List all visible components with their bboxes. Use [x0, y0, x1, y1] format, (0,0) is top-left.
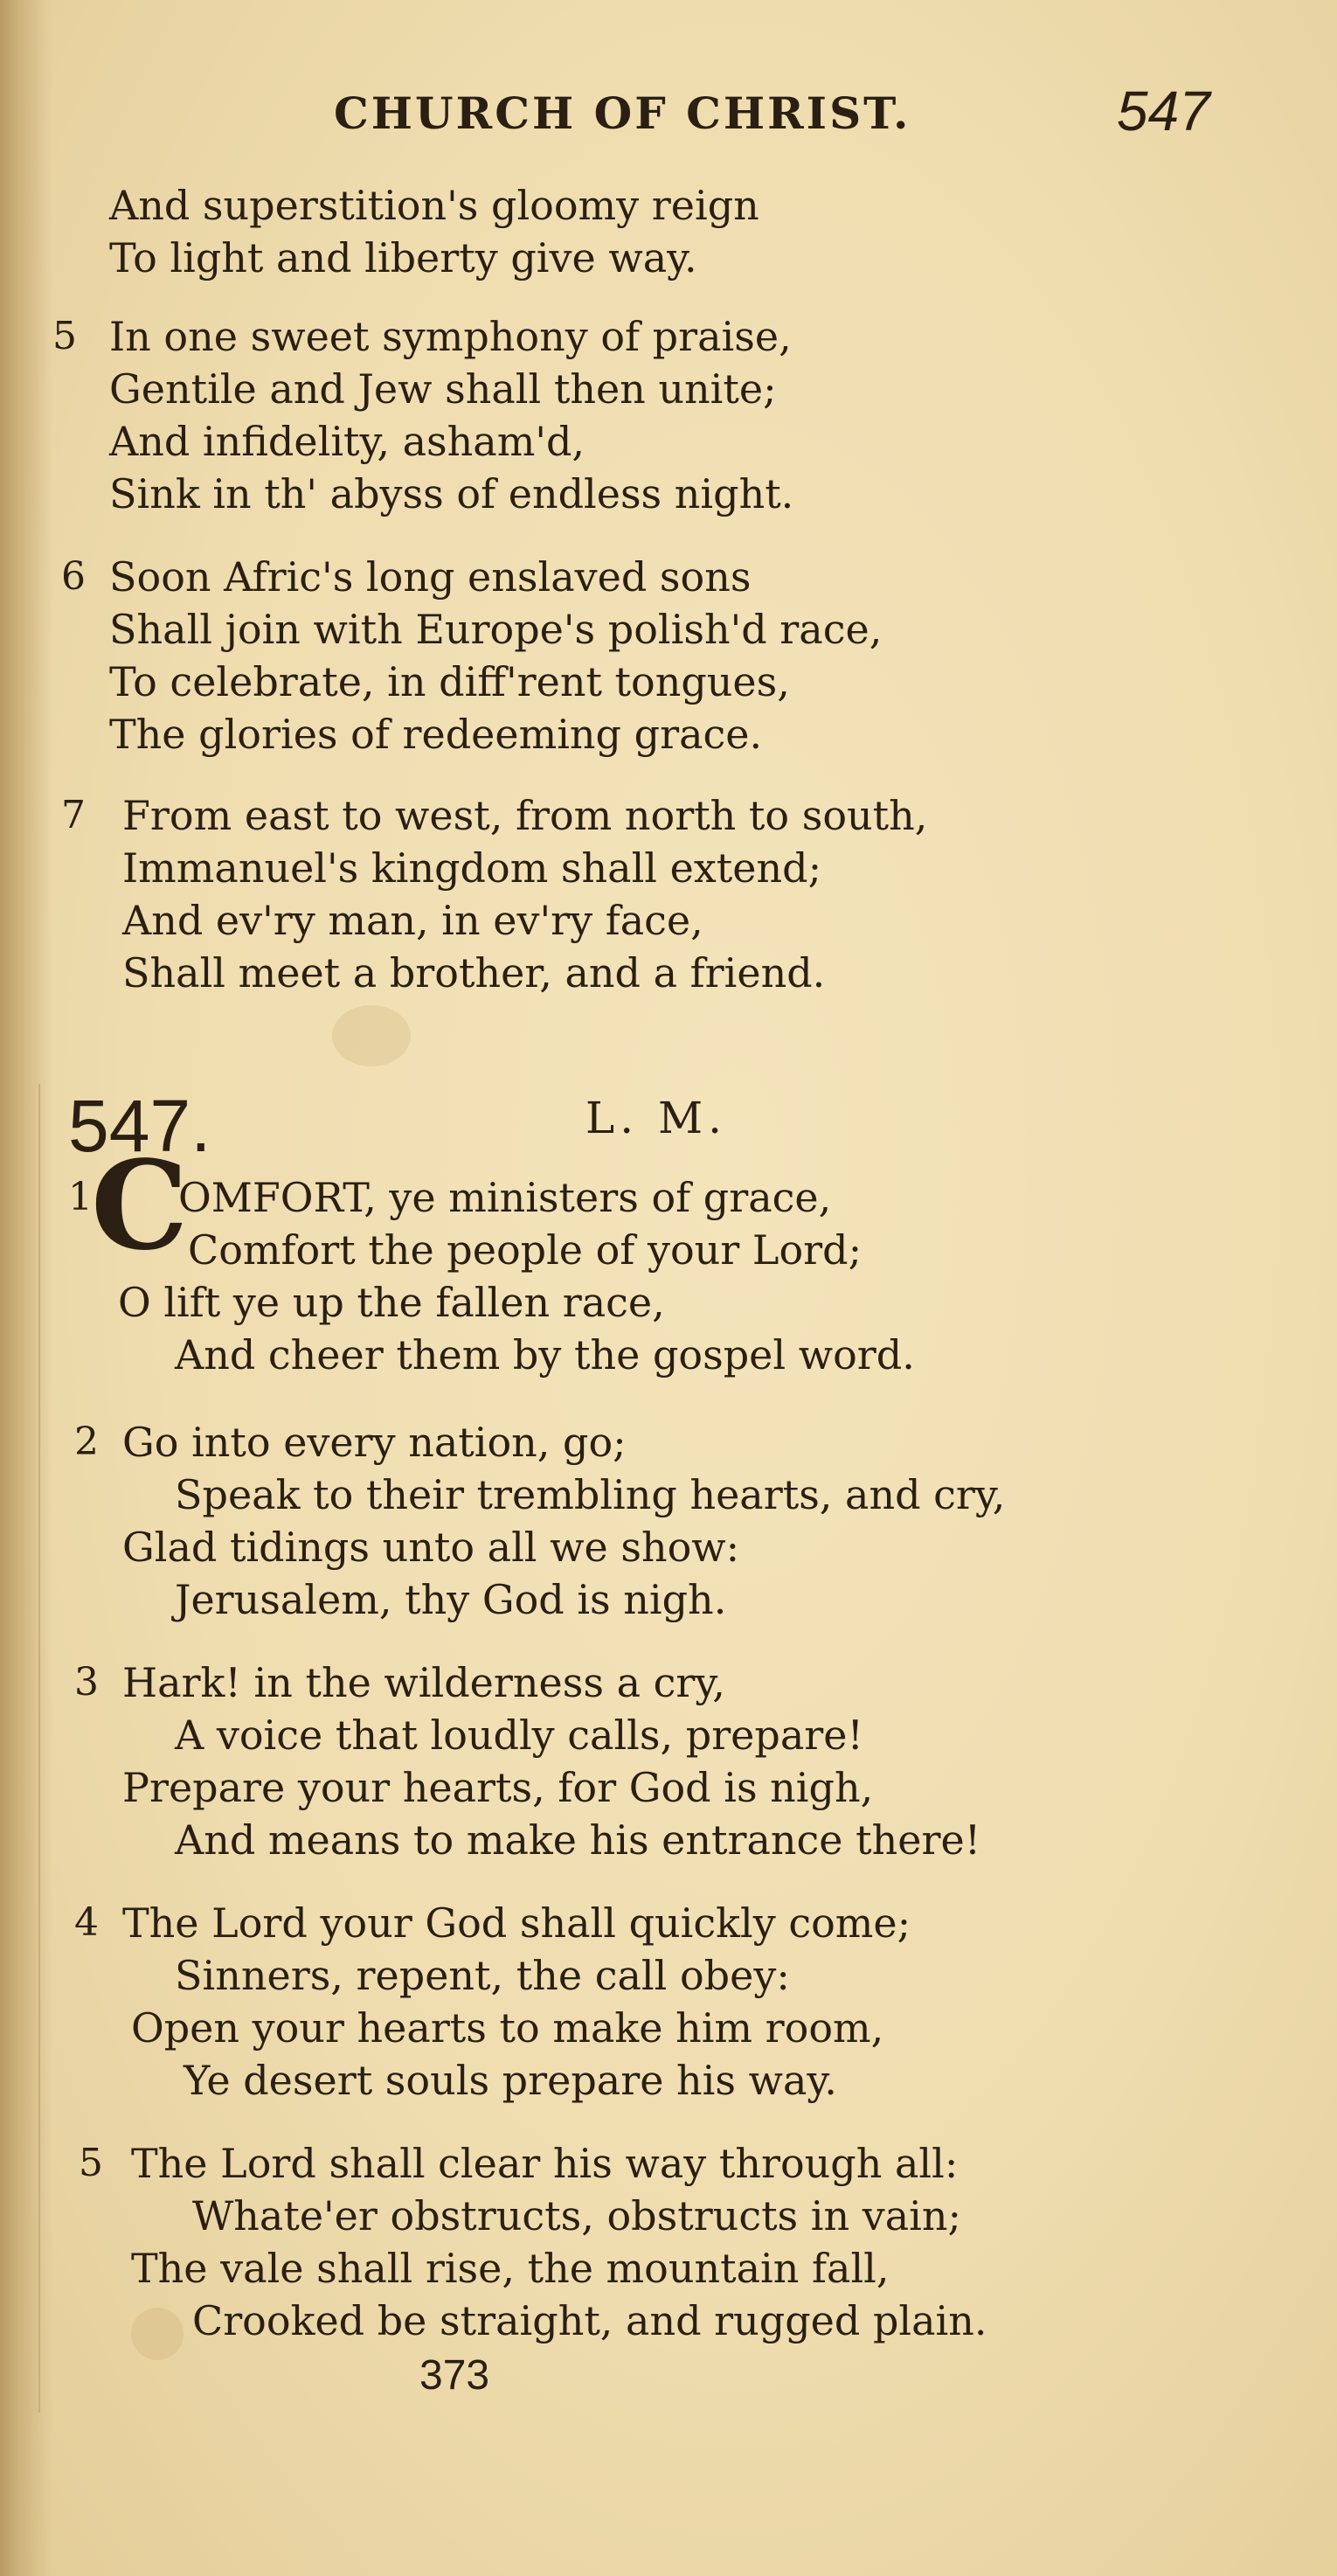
verse-line: OMFORT, ye ministers of grace, [178, 1174, 832, 1221]
verse-number: 7 [61, 793, 86, 837]
hymn-meter: L. M. [585, 1093, 728, 1143]
running-title: CHURCH OF CHRIST. [334, 87, 911, 139]
verse-line: To light and liberty give way. [109, 234, 697, 281]
verse-line: To celebrate, in diff'rent tongues, [109, 658, 790, 705]
verse-line: Jerusalem, thy God is nigh. [175, 1576, 727, 1623]
verse-line: Ye desert souls prepare his way. [184, 2057, 837, 2104]
verse-line: And cheer them by the gospel word. [175, 1331, 915, 1378]
verse-line: Speak to their trembling hearts, and cry, [175, 1471, 1006, 1518]
verse-line: Hark! in the wilderness a cry, [122, 1659, 725, 1706]
page-number: 547 [1117, 80, 1210, 142]
verse-line: The vale shall rise, the mountain fall, [131, 2245, 890, 2292]
verse-line: The glories of redeeming grace. [109, 711, 763, 758]
verse-line: Shall join with Europe's polish'd race, [109, 606, 883, 653]
verse-line: The Lord shall clear his way through all: [131, 2140, 959, 2187]
margin-rule [38, 1084, 40, 2413]
verse-line: Gentile and Jew shall then unite; [109, 365, 777, 413]
verse-line: And infidelity, asham'd, [109, 418, 585, 465]
page-gutter-shadow [0, 0, 52, 2576]
verse-line: Comfort the people of your Lord; [188, 1226, 862, 1274]
verse-number: 1 [68, 1175, 93, 1219]
hymn-number: 547. [68, 1085, 211, 1167]
verse-line: A voice that loudly calls, prepare! [175, 1712, 863, 1759]
drop-cap: C [91, 1135, 189, 1278]
verse-line: And ev'ry man, in ev'ry face, [122, 897, 703, 944]
verse-line: Open your hearts to make him room, [131, 2004, 884, 2052]
paper-stain [332, 1005, 411, 1066]
verse-line: Crooked be straight, and rugged plain. [192, 2297, 987, 2344]
verse-line: Soon Afric's long enslaved sons [109, 553, 752, 601]
verse-line: Immanuel's kingdom shall extend; [122, 844, 822, 892]
verse-line: And superstition's gloomy reign [109, 182, 759, 229]
verse-line: Sinners, repent, the call obey: [175, 1952, 790, 1999]
verse-line: From east to west, from north to south, [122, 792, 928, 839]
verse-number: 2 [74, 1420, 99, 1464]
page-header [0, 79, 1337, 149]
verse-line: The Lord your God shall quickly come; [122, 1899, 911, 1947]
verse-line: Go into every nation, go; [122, 1419, 627, 1466]
verse-line: Glad tidings unto all we show: [122, 1524, 740, 1571]
verse-line: And means to make his entrance there! [175, 1816, 981, 1864]
verse-number: 5 [52, 314, 77, 358]
verse-number: 5 [79, 2141, 103, 2185]
verse-line: O lift ye up the fallen race, [118, 1279, 665, 1326]
paper-stain [131, 2308, 184, 2360]
verse-line: Shall meet a brother, and a friend. [122, 949, 826, 996]
verse-number: 6 [61, 554, 86, 599]
verse-number: 4 [74, 1900, 99, 1945]
verse-line: Sink in th' abyss of endless night. [109, 470, 794, 517]
verse-line: Whate'er obstructs, obstructs in vain; [192, 2192, 961, 2239]
signature-mark: 373 [419, 2352, 490, 2399]
verse-number: 3 [74, 1660, 99, 1705]
verse-line: In one sweet symphony of praise, [109, 313, 792, 360]
verse-line: Prepare your hearts, for God is nigh, [122, 1764, 874, 1811]
